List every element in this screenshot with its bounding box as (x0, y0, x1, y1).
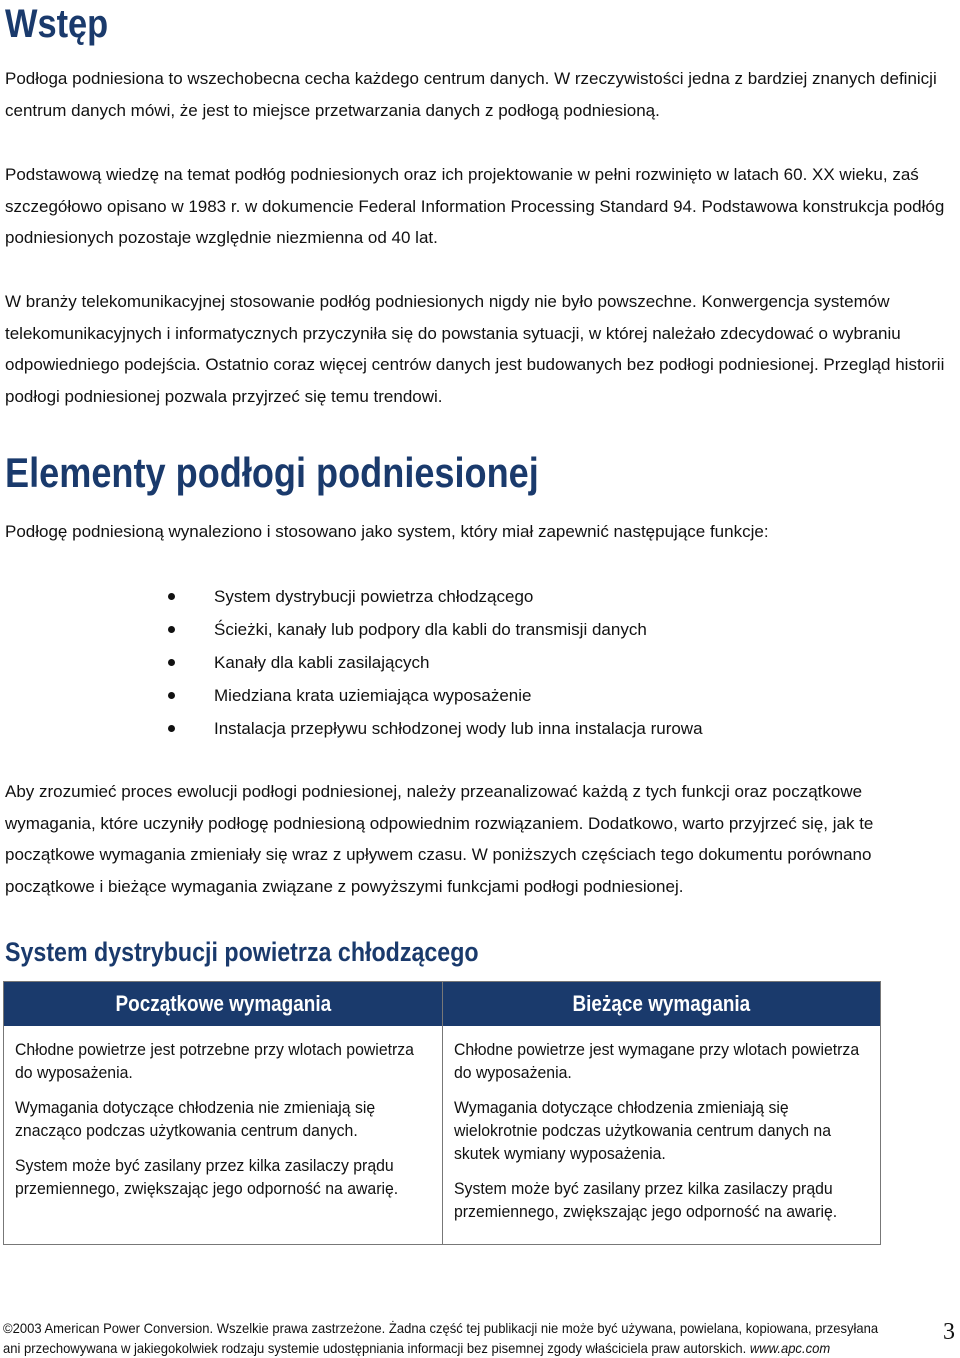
current-requirements-column (454, 1038, 864, 1235)
footer-link[interactable]: www.apc.com (749, 1340, 831, 1356)
paragraph-evolution: Aby zrozumieć proces ewolucji podłogi podniesionej, należy przeanalizować każdą z tych funkcji oraz początkowe wymagania, które uczyniły podłogę podniesioną odpowiednim rozwiązaniem. Dodatkowo, warto przyjrzeć się, jak te początkowe wymagania zmieniały się wraz z upływem czasu. W poniższych częściach tego dokumentu porównano początkowe i bieżące wymagania związane z powyższymi funkcjami podłogi podniesionej. (5, 782, 874, 896)
footer-copyright (3, 1318, 903, 1358)
paragraph-intro: Podłoga podniesiona to wszechobecna cecha każdego centrum danych. W rzeczywistości jedna z bardziej znanych definicji centrum danych mówi, że jest to miejsce przetwarzania danych z podłogą podniesioną. (5, 69, 937, 120)
list-item: Ścieżki, kanały lub podpory dla kabli do transmisji danych (166, 613, 703, 646)
paragraph-functions-intro: Podłogę podniesioną wynaleziono i stosowano jako system, który miał zapewnić następujące funkcje: (5, 522, 769, 541)
table-cell: Chłodne powietrze jest potrzebne przy wlotach powietrza do wyposażenia. (15, 1040, 414, 1082)
table-cell: Chłodne powietrze jest wymagane przy wlotach powietrza do wyposażenia. (454, 1040, 860, 1082)
heading-wstep: Wstęp (5, 2, 109, 46)
footer-line-1: 2003 American Power Conversion. Wszelkie prawa zastrzeżone. Żadna część tej publikacji nie może być używana, powielana, kopiowana, przesyłana (12, 1320, 879, 1336)
table-cell: System może być zasilany przez kilka zasilaczy prądu przemiennego, zwiększając jego odporność na awarię. (454, 1179, 838, 1221)
paragraph-telecom: W branży telekomunikacyjnej stosowanie podłóg podniesionych nigdy nie było powszechne. Konwergencja systemów telekomunikacyjnych i informatycznych przyczyniła się do powstania sytuacji, w której należało zdecydować o wybraniu odpowiedniego podejścia. Ostatnio coraz więcej centrów danych jest budowanych bez podłogi podniesionej. Przegląd historii podłogi podniesionej pozwala przyjrzeć się temu trendowi. (5, 292, 945, 406)
footer-line-2: ani przechowywana w jakiegokolwiek rodzaju systemie udostępniania informacji bez pisemnej zgody właściciela praw autorskich. (3, 1340, 747, 1356)
heading-elementy: Elementy podłogi podniesionej (5, 449, 539, 496)
functions-list (166, 580, 703, 745)
table-header-current: Bieżące wymagania (443, 982, 880, 1026)
copyright-icon: © (3, 1320, 13, 1336)
table-cell: System może być zasilany przez kilka zasilaczy prądu przemiennego, zwiększając jego odporność na awarię. (15, 1156, 399, 1198)
list-item: Kanały dla kabli zasilających (166, 646, 703, 679)
table-cell: Wymagania dotyczące chłodzenia zmieniają się wielokrotnie podczas użytkowania centrum danych na skutek wymiany wyposażenia. (454, 1098, 832, 1163)
list-item: System dystrybucji powietrza chłodzącego (166, 580, 703, 613)
list-item: Miedziana krata uziemiająca wyposażenie (166, 679, 703, 712)
initial-requirements-column (15, 1038, 425, 1212)
table-divider (442, 982, 443, 1244)
heading-cooling-system: System dystrybucji powietrza chłodzącego (5, 937, 479, 967)
paragraph-history: Podstawową wiedzę na temat podłóg podniesionych oraz ich projektowanie w pełni rozwinięto w latach 60. XX wieku, zaś szczegółowo opisano w 1983 r. w dokumencie Federal Information Processing Standard 94. Podstawowa konstrukcja podłóg podniesionych pozostaje względnie niezmienna od 40 lat. (5, 165, 945, 247)
list-item: Instalacja przepływu schłodzonej wody lub inna instalacja rurowa (166, 712, 703, 745)
page-number: 3 (943, 1319, 955, 1345)
table-header-initial: Początkowe wymagania (4, 982, 442, 1026)
table-cell: Wymagania dotyczące chłodzenia nie zmieniają się znacząco podczas użytkowania centrum danych. (15, 1098, 376, 1140)
requirements-table (3, 981, 881, 1245)
